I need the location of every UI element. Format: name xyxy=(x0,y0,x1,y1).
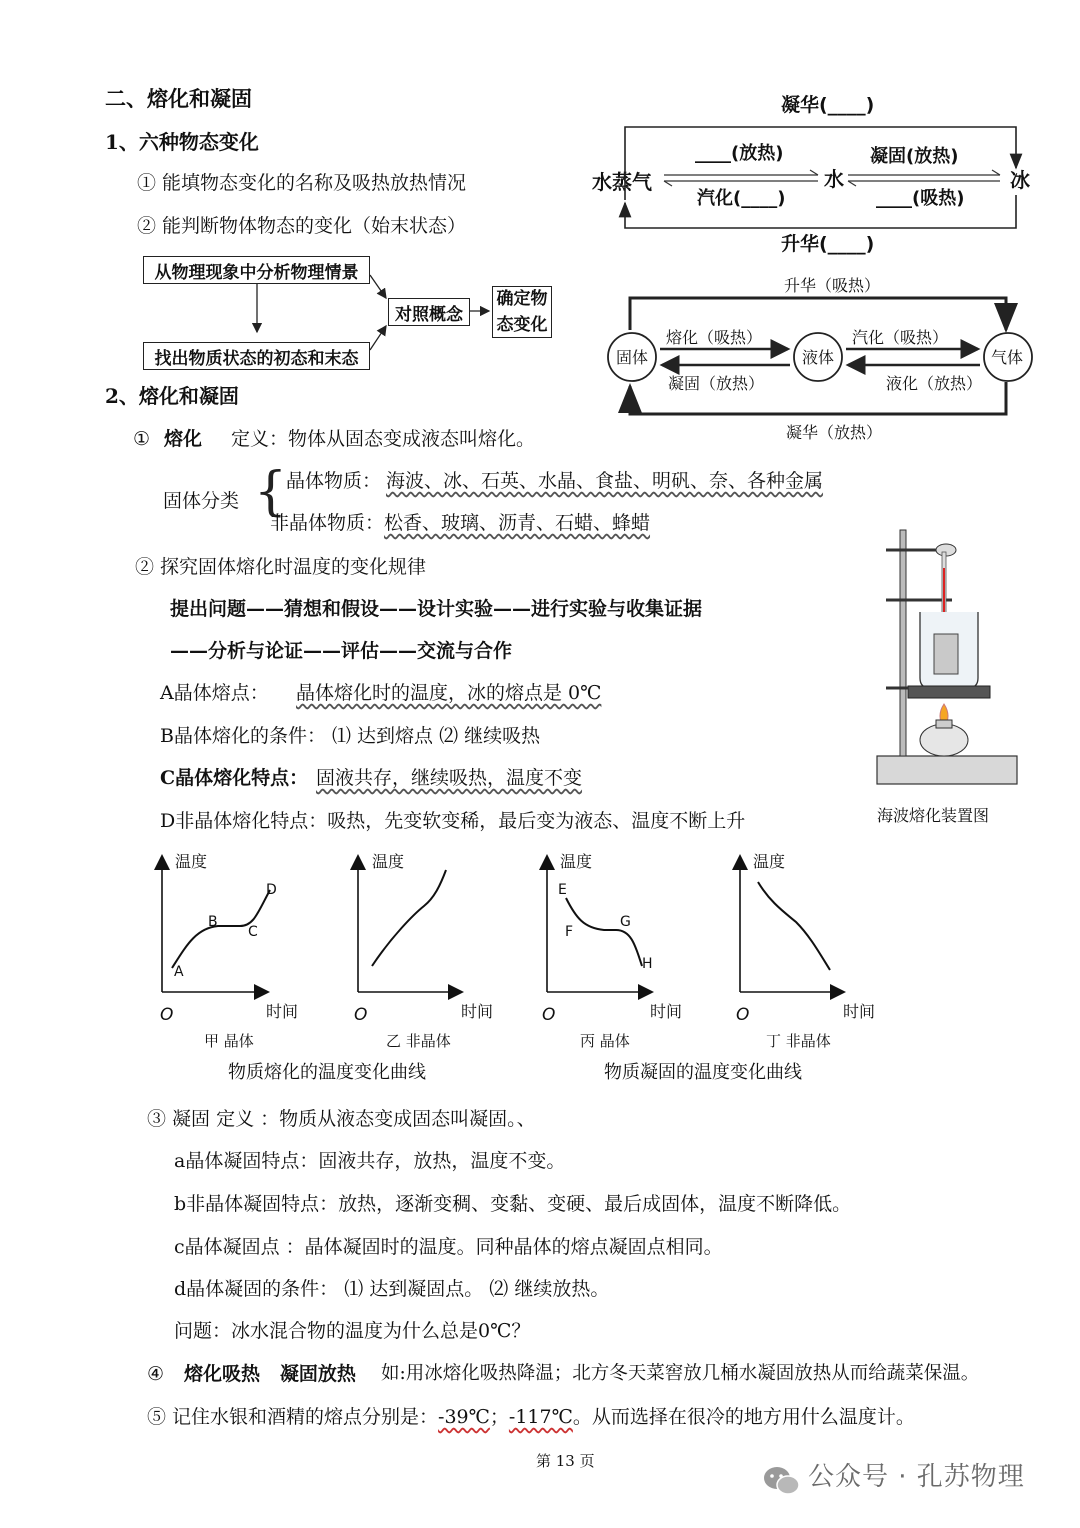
point-c-label: C晶体熔化特点： xyxy=(160,767,309,789)
point-c-text: 固液共存，继续吸热，温度不变 xyxy=(316,767,583,789)
explore-title: ② 探究固体熔化时温度的变化规律 xyxy=(135,556,427,578)
graph-2-caption: 乙 非晶体 xyxy=(386,1032,451,1050)
freeze-point-b: b非晶体凝固特点：放热，逐渐变稠、变黏、变硬、最后成固体，温度不断降低。 xyxy=(174,1193,852,1215)
freeze-definition: ③ 凝固 定义 ：物质从液态变成固态叫凝固。、 xyxy=(147,1108,536,1130)
diag2-gas: 气体 xyxy=(991,348,1024,367)
subsection-1-item-1: ① 能填物态变化的名称及吸热放热情况 xyxy=(137,172,467,194)
diag2-bottom-label: 凝华（放热） xyxy=(786,423,883,442)
subsection-2-title: 2、熔化和凝固 xyxy=(105,384,239,408)
inquiry-steps-1: 提出问题——猜想和假设——设计实验——进行实验与收集证据 xyxy=(170,598,703,620)
point-D: D xyxy=(266,882,277,898)
graph-3-ylabel: 温度 xyxy=(560,852,593,871)
point-5-post: 。从而选择在很冷的地方用什么温度计。 xyxy=(572,1406,915,1428)
point-5-pre: ⑤ 记住水银和酒精的熔点分别是： xyxy=(147,1406,439,1428)
graph-4-origin: O xyxy=(736,1005,750,1025)
freeze-question: 问题：冰水混合物的温度为什么总是0℃？ xyxy=(174,1320,531,1342)
graph-2-xlabel: 时间 xyxy=(461,1002,494,1021)
point-d-text: D非晶体熔化特点：吸热，先变软变稀，最后变为液态、温度不断上升 xyxy=(160,810,746,832)
subsection-1-title: 1、六种物态变化 xyxy=(105,130,259,154)
mercury-melting-point: -39℃ xyxy=(438,1406,490,1428)
point-b-text: B晶体熔化的条件： ⑴ 达到熔点 ⑵ 继续吸热 xyxy=(160,725,541,747)
diag1-water: 水 xyxy=(824,167,844,191)
graph-yi xyxy=(358,862,456,992)
flow-box-analyze: 从物理现象中分析物理情景 xyxy=(143,256,370,284)
solid-class-label: 固体分类 xyxy=(163,490,240,512)
apparatus-caption: 海波熔化装置图 xyxy=(877,806,990,825)
brace-icon: { xyxy=(254,462,288,522)
temperature-graphs xyxy=(0,840,1080,1070)
diag2-label-melt: 熔化（吸热） xyxy=(666,328,763,347)
graph-2-ylabel: 温度 xyxy=(372,852,405,871)
alcohol-melting-point: -117℃ xyxy=(508,1406,573,1428)
noncrystal-list: 松香、玻璃、沥青、石蜡、蜂蜡 xyxy=(384,512,651,534)
diag1-top-label: 凝华(____) xyxy=(781,94,875,116)
freeze-point-d: d晶体凝固的条件： ⑴ 达到凝固点。 ⑵ 继续放热。 xyxy=(174,1278,610,1300)
point-F: F xyxy=(565,924,574,940)
point-H: H xyxy=(642,956,653,972)
freeze-curve-caption: 物质凝固的温度变化曲线 xyxy=(604,1062,802,1083)
graph-1-ylabel: 温度 xyxy=(175,852,208,871)
diag2-solid: 固体 xyxy=(616,348,649,367)
graph-3-xlabel: 时间 xyxy=(650,1002,683,1021)
diag2-label-condense: 液化（放热） xyxy=(886,374,983,393)
flow-box-determine-line2: 态变化 xyxy=(496,315,548,335)
inquiry-steps-2: ——分析与论证——评估——交流与合作 xyxy=(170,640,513,662)
point-5-line xyxy=(147,1406,915,1429)
point-a-label: A晶体熔点： xyxy=(160,682,269,704)
point-G: G xyxy=(620,914,631,930)
watermark: 公众号 · 孔苏物理 xyxy=(808,1462,1025,1492)
graph-1-origin: O xyxy=(160,1005,174,1025)
graph-4-xlabel: 时间 xyxy=(843,1002,876,1021)
noncrystal-label: 非晶体物质： xyxy=(270,512,385,534)
subsection-1-item-2: ② 能判断物体物态的变化（始末状态） xyxy=(137,215,467,237)
flow-box-determine-line1: 确定物 xyxy=(496,289,548,309)
diag1-arrow-label-4: ____(吸热) xyxy=(876,188,965,209)
apparatus-illustration xyxy=(872,528,1022,788)
point-C: C xyxy=(248,924,258,940)
freeze-point-a: a晶体凝固特点：固液共存，放热，温度不变。 xyxy=(174,1150,566,1172)
point-5-sep: ； xyxy=(489,1406,509,1428)
melt-number: ① xyxy=(133,428,151,450)
graph-3-origin: O xyxy=(542,1005,556,1025)
wechat-icon xyxy=(762,1464,802,1498)
diag1-arrow-label-3: 凝固(放热) xyxy=(870,146,959,167)
diag2-label-freeze: 凝固（放热） xyxy=(668,374,765,393)
graph-1-caption: 甲 晶体 xyxy=(204,1032,254,1050)
diag1-arrow-label-2: 汽化(____) xyxy=(697,188,786,209)
diag1-ice: 冰 xyxy=(1010,168,1030,192)
melt-term: 熔化 xyxy=(164,428,203,450)
point-4-text: 如:用冰熔化吸热降温；北方冬天菜窖放几桶水凝固放热从而给蔬菜保温。 xyxy=(381,1363,980,1384)
diag2-label-vaporize: 汽化（吸热） xyxy=(852,328,949,347)
page-number: 第 13 页 xyxy=(536,1452,595,1470)
crystal-label: 晶体物质： xyxy=(286,470,382,492)
section-title: 二、熔化和凝固 xyxy=(105,86,252,111)
melt-definition: 定义：物体从固态变成液态叫熔化。 xyxy=(231,428,536,450)
point-A: A xyxy=(174,964,184,980)
diag2-top-label: 升华（吸热） xyxy=(784,276,881,295)
point-4-number: ④ xyxy=(147,1363,165,1385)
diag1-arrow-label-1: ____(放热) xyxy=(695,143,784,164)
melt-curve-caption: 物质熔化的温度变化曲线 xyxy=(228,1062,426,1083)
graph-3-caption: 丙 晶体 xyxy=(580,1032,630,1050)
point-B: B xyxy=(208,914,218,930)
graph-ding xyxy=(740,862,838,992)
point-a-text: 晶体熔化时的温度，冰的熔点是 0℃ xyxy=(296,682,602,704)
diag1-bottom-label: 升华(____) xyxy=(781,233,875,255)
graph-4-ylabel: 温度 xyxy=(753,852,786,871)
point-E: E xyxy=(558,882,567,898)
diag1-vapor: 水蒸气 xyxy=(592,170,652,194)
graph-2-origin: O xyxy=(354,1005,368,1025)
flow-box-states: 找出物质状态的初态和末态 xyxy=(143,342,370,370)
graph-1-xlabel: 时间 xyxy=(266,1002,299,1021)
flow-box-compare: 对照概念 xyxy=(388,298,470,326)
point-4-bold: 熔化吸热 凝固放热 xyxy=(184,1363,356,1385)
crystal-list: 海波、冰、石英、水晶、食盐、明矾、奈、各种金属 xyxy=(386,470,824,492)
graph-4-caption: 丁 非晶体 xyxy=(766,1032,831,1050)
diag2-liquid: 液体 xyxy=(802,348,835,367)
freeze-point-c: c晶体凝固点 ：晶体凝固时的温度。同种晶体的熔点凝固点相同。 xyxy=(174,1236,723,1258)
